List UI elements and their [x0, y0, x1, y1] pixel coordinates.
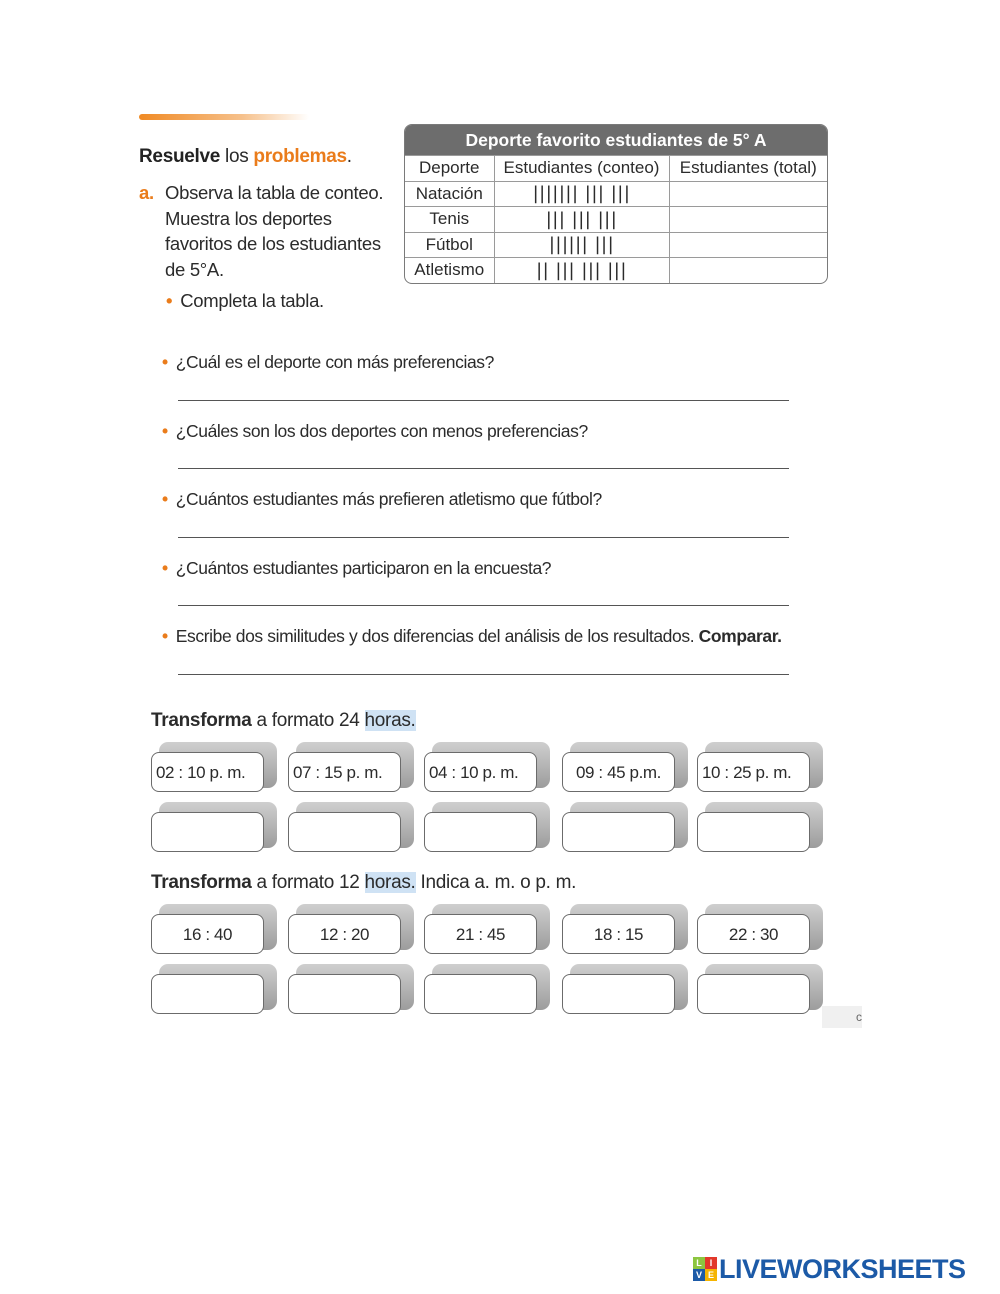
table-row: [405, 207, 827, 233]
question-2: • ¿Cuáles son los dos deportes con menos preferencias?: [162, 421, 588, 441]
answer-card[interactable]: [288, 970, 414, 1016]
decorative-rule: [139, 114, 309, 120]
tally-cell: ||||||| ||| |||: [494, 181, 669, 207]
section-heading: [139, 146, 352, 168]
time-card: 09 : 45 p.m.: [562, 748, 688, 794]
tally-table-title: Deporte favorito estudiantes de 5° A: [405, 125, 827, 155]
answer-card[interactable]: [288, 808, 414, 854]
bullet-icon: •: [166, 290, 173, 311]
transform24-heading: Transforma a formato 24 horas.: [151, 710, 416, 731]
answer-card[interactable]: [562, 970, 688, 1016]
answer-card[interactable]: [424, 808, 550, 854]
time-card: 22 : 30: [697, 910, 823, 956]
sport-cell: Natación: [405, 181, 494, 207]
column-header: Estudiantes (total): [669, 156, 827, 182]
bullet-complete-table: • Completa la tabla.: [166, 290, 324, 311]
item-text-line: favoritos de los estudiantes: [165, 233, 381, 254]
logo-text: LIVEWORKSHEETS: [719, 1253, 966, 1284]
answer-card[interactable]: [562, 808, 688, 854]
answer-card[interactable]: [424, 970, 550, 1016]
total-input-cell[interactable]: [669, 207, 827, 233]
time-card: 18 : 15: [562, 910, 688, 956]
logo-tile: E: [705, 1269, 717, 1281]
table-row: [405, 181, 827, 207]
heading-end: .: [346, 146, 352, 167]
heading-mid: los: [220, 146, 254, 167]
time-card: 10 : 25 p. m.: [697, 748, 823, 794]
question-1: • ¿Cuál es el deporte con más preferencias?: [162, 352, 494, 372]
corner-fragment: c: [822, 1006, 862, 1028]
item-text-line: Muestra los deportes: [165, 207, 332, 229]
time-card: 02 : 10 p. m.: [151, 748, 277, 794]
compare-label: Comparar.: [698, 626, 782, 646]
total-input-cell[interactable]: [669, 258, 827, 283]
tally-cell: || ||| ||| |||: [494, 258, 669, 283]
table-row: [405, 232, 827, 258]
answer-line-1[interactable]: [178, 400, 789, 401]
sport-cell: Atletismo: [405, 258, 494, 283]
tally-table: [404, 124, 828, 284]
question-4: • ¿Cuántos estudiantes participaron en la encuesta?: [162, 558, 552, 578]
table-header-row: [405, 156, 827, 182]
liveworksheets-logo: [693, 1254, 966, 1284]
time-card: 21 : 45: [424, 910, 550, 956]
item-a: [139, 180, 401, 282]
bullet-icon: •: [162, 626, 168, 646]
answer-card[interactable]: [697, 808, 823, 854]
tally-cell: |||||| |||: [494, 232, 669, 258]
heading-orange: problemas: [253, 146, 347, 167]
bullet-icon: •: [162, 352, 168, 372]
item-text-line: Observa la tabla de conteo.: [165, 182, 384, 203]
heading-bold: Resuelve: [139, 146, 221, 167]
bullet-icon: •: [162, 421, 168, 441]
time-card: 12 : 20: [288, 910, 414, 956]
answer-line-3[interactable]: [178, 537, 789, 538]
logo-tile: L: [693, 1257, 705, 1269]
question-3: • ¿Cuántos estudiantes más prefieren atletismo que fútbol?: [162, 489, 602, 509]
time-card: 04 : 10 p. m.: [424, 748, 550, 794]
tally-cell: ||| ||| |||: [494, 207, 669, 233]
answer-card[interactable]: [151, 808, 277, 854]
logo-tile: I: [705, 1257, 717, 1269]
sport-cell: Fútbol: [405, 232, 494, 258]
question-5: • Escribe dos similitudes y dos diferencias del análisis de los resultados. Comparar.: [162, 626, 782, 646]
answer-line-4[interactable]: [178, 605, 789, 606]
answer-card[interactable]: [697, 970, 823, 1016]
item-letter: a.: [139, 182, 154, 203]
item-text-line: de 5°A.: [165, 258, 224, 280]
column-header: Estudiantes (conteo): [494, 156, 669, 182]
time-card: 16 : 40: [151, 910, 277, 956]
answer-line-2[interactable]: [178, 468, 789, 469]
answer-line-5[interactable]: [178, 674, 789, 675]
transform12-heading: Transforma a formato 12 horas. Indica a. m. o p. m.: [151, 872, 577, 893]
total-input-cell[interactable]: [669, 232, 827, 258]
total-input-cell[interactable]: [669, 181, 827, 207]
bullet-icon: •: [162, 558, 168, 578]
logo-tile: V: [693, 1269, 705, 1281]
time-card: 07 : 15 p. m.: [288, 748, 414, 794]
logo-grid-icon: [693, 1257, 717, 1281]
bullet-icon: •: [162, 489, 168, 509]
sport-cell: Tenis: [405, 207, 494, 233]
table-row: [405, 258, 827, 283]
column-header: Deporte: [405, 156, 494, 182]
answer-card[interactable]: [151, 970, 277, 1016]
